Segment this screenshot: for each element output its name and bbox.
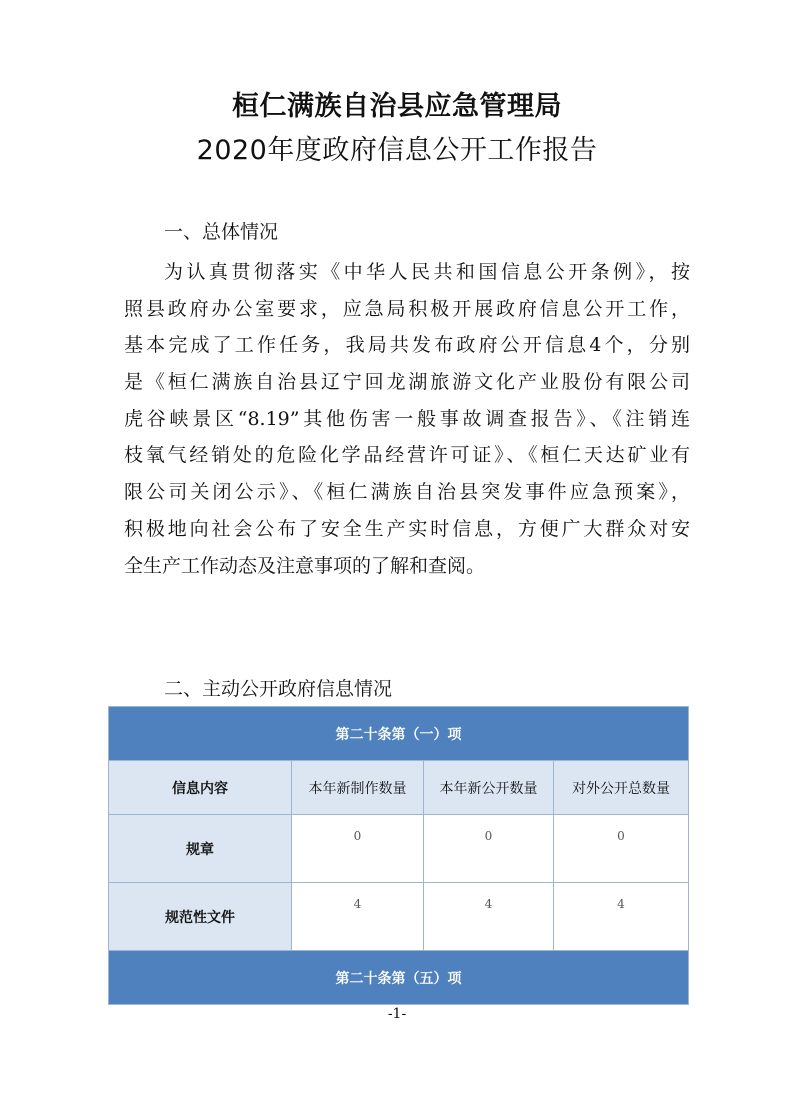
document-title-line1: 桓仁满族自治县应急管理局 xyxy=(232,91,562,122)
disclosure-table xyxy=(108,706,689,1005)
row-label: 规章 xyxy=(109,815,292,883)
body-line: 是《桓仁满族自治县辽宁回龙湖旅游文化产业股份有限公司 xyxy=(124,371,690,394)
table-cell: 0 xyxy=(292,815,424,883)
table-cell: 4 xyxy=(554,883,689,951)
table-cell: 4 xyxy=(424,883,554,951)
body-line: 积极地向社会公布了安全生产实时信息，方便广大群众对安 xyxy=(124,517,690,540)
table-row xyxy=(109,815,689,883)
body-line: 为认真贯彻落实《中华人民共和国信息公开条例》，按 xyxy=(164,261,690,283)
column-header: 信息内容 xyxy=(109,761,292,815)
document-title-line2: 2020年度政府信息公开工作报告 xyxy=(196,135,598,166)
page-number: -1- xyxy=(387,1006,407,1022)
section1-body xyxy=(124,254,690,584)
column-header: 本年新公开数量 xyxy=(424,761,554,815)
section2-heading: 二、主动公开政府信息情况 xyxy=(164,678,393,700)
section1-heading: 一、总体情况 xyxy=(164,221,279,243)
body-line: 照县政府办公室要求，应急局积极开展政府信息公开工作， xyxy=(124,297,690,320)
body-line: 基本完成了工作任务，我局共发布政府公开信息4个，分别 xyxy=(124,334,690,357)
body-line: 虎谷峡景区“8.19”其他伤害一般事故调查报告》、《注销连 xyxy=(124,407,690,430)
column-header: 本年新制作数量 xyxy=(292,761,424,815)
table-section-header: 第二十条第（一）项 xyxy=(109,707,689,761)
body-line: 全生产工作动态及注意事项的了解和查阅。 xyxy=(124,554,486,577)
body-line: 枝氧气经销处的危险化学品经营许可证》、《桓仁天达矿业有 xyxy=(124,444,690,467)
table-row xyxy=(109,883,689,951)
table-cell: 0 xyxy=(554,815,689,883)
column-header: 对外公开总数量 xyxy=(554,761,689,815)
row-label: 规范性文件 xyxy=(109,883,292,951)
table-cell: 0 xyxy=(424,815,554,883)
table-section-header: 第二十条第（五）项 xyxy=(109,951,689,1005)
body-line: 限公司关闭公示》、《桓仁满族自治县突发事件应急预案》， xyxy=(124,481,690,504)
table-cell: 4 xyxy=(292,883,424,951)
